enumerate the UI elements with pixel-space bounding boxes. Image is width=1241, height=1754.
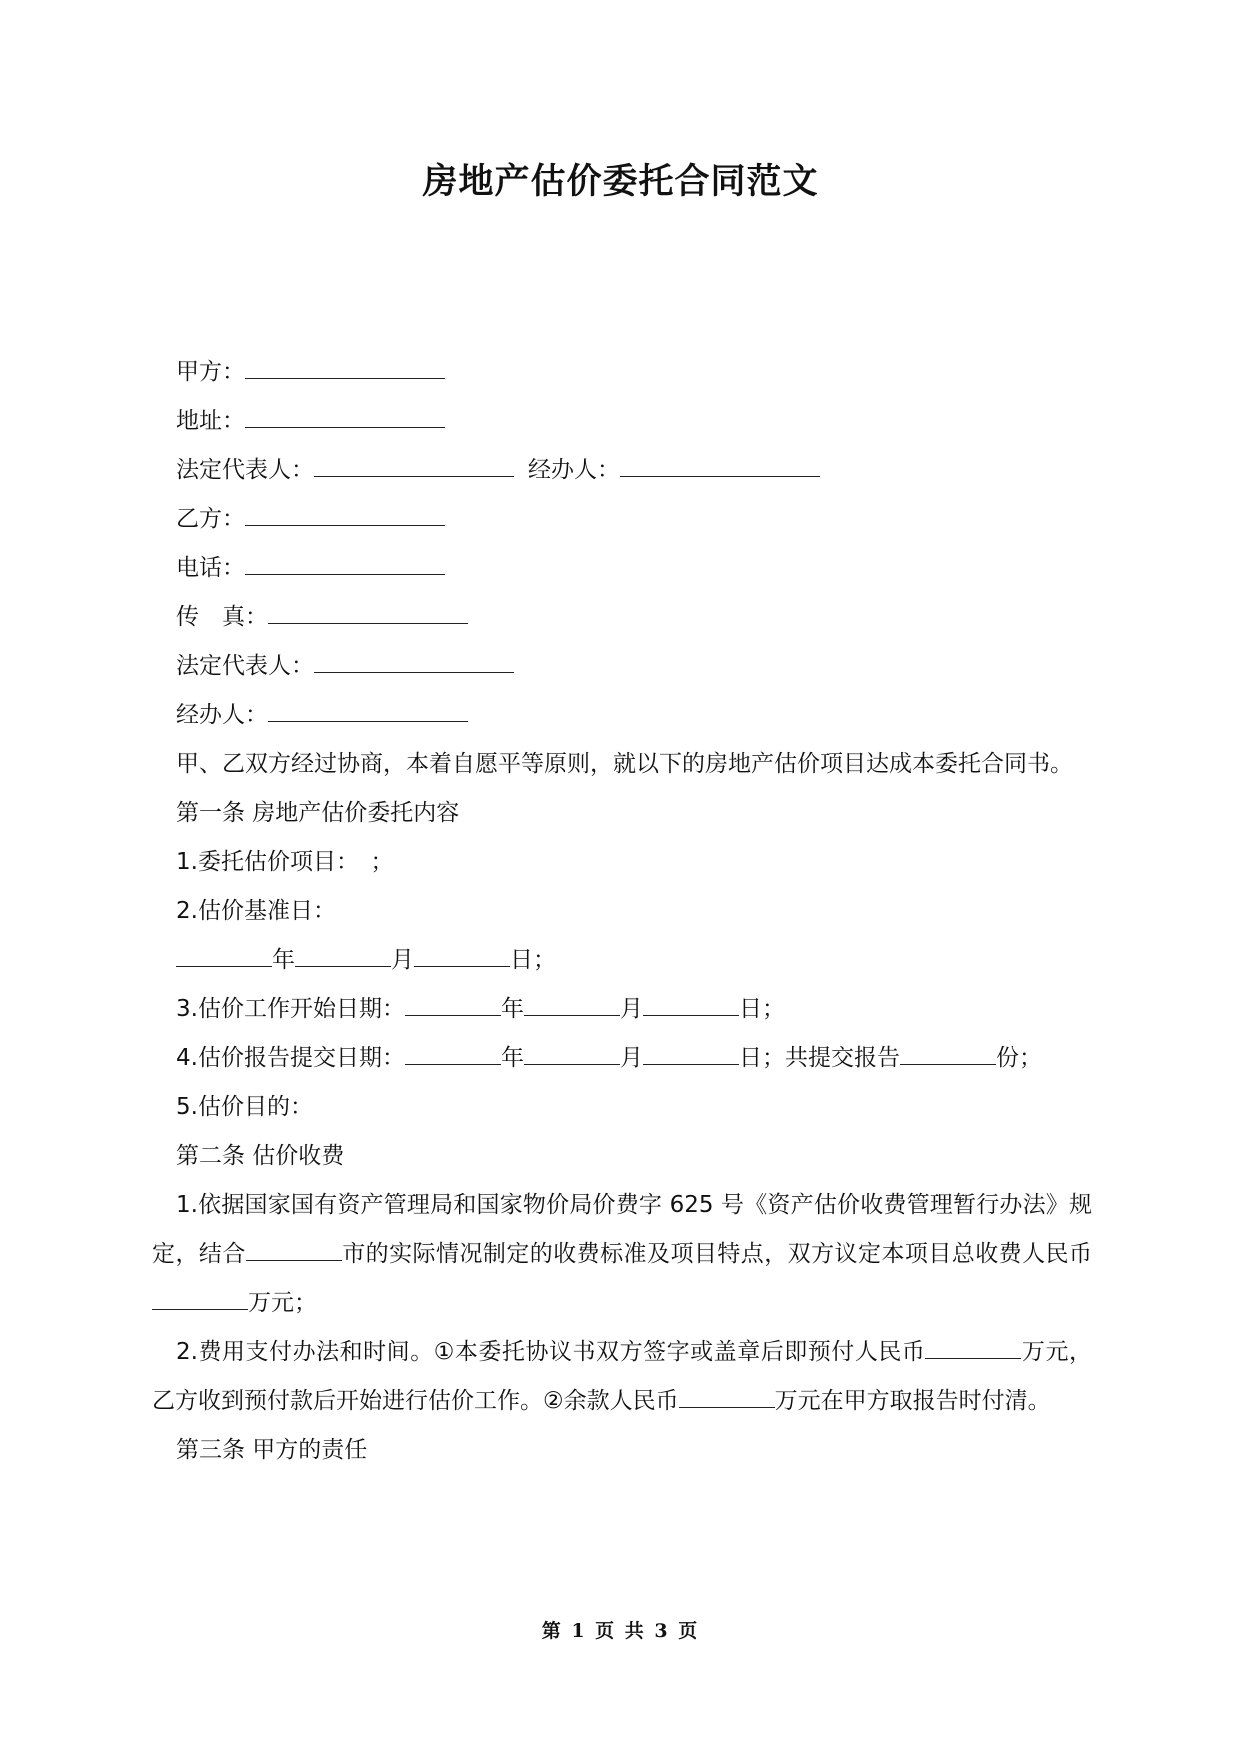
fax-blank (268, 601, 468, 624)
start-day-blank (643, 993, 739, 1016)
submit-date-label: 4.估价报告提交日期： (176, 1045, 405, 1071)
fee-standard-text: 市的实际情况制定的收费标准及项目特点，双方议定本项目总收费人民币 (341, 1241, 1093, 1267)
party-b-agent-label: 经办人： (176, 702, 268, 728)
party-a-agent-blank (620, 454, 820, 477)
party-a-legal-rep-blank (314, 454, 514, 477)
day-label: 日； (738, 996, 785, 1022)
month-label: 月 (619, 1045, 643, 1071)
month-label: 月 (619, 996, 643, 1022)
address-blank (245, 405, 445, 428)
party-a-blank (245, 356, 445, 379)
article-1-item-3 (152, 985, 1092, 1034)
article-2-heading: 第二条 估价收费 (176, 1143, 345, 1169)
party-a-line (152, 348, 1092, 397)
year-label: 年 (272, 947, 295, 973)
address-label: 地址： (176, 408, 245, 434)
phone-line (152, 544, 1092, 593)
base-day-blank (414, 944, 510, 967)
total-fee-unit: 万元； (248, 1290, 317, 1316)
phone-blank (245, 552, 445, 575)
fee-basis-text: 1.依据国家国有资产管理局和国家物价局价费字 625 号《资产估价收费管理暂行办法》规定，结合 (152, 1192, 1092, 1267)
article-1-item-1: 1.委托估价项目： ； (176, 849, 394, 875)
article-2-paragraph-2 (152, 1328, 1092, 1426)
payment-method-text: 2.费用支付办法和时间。①本委托协议书双方签字或盖章后即预付人民币 (176, 1339, 926, 1365)
party-a-label: 甲方： (176, 359, 245, 385)
start-month-blank (524, 993, 620, 1016)
party-b-legal-rep-label: 法定代表人： (176, 653, 314, 679)
party-b-agent-line (152, 691, 1092, 740)
party-b-label: 乙方： (176, 506, 245, 532)
base-year-blank (176, 944, 272, 967)
party-b-agent-blank (268, 699, 468, 722)
party-b-line (152, 495, 1092, 544)
party-a-legal-rep-label: 法定代表人： (176, 457, 314, 483)
base-date-line (152, 936, 1092, 985)
document-title: 房地产估价委托合同范文 (422, 162, 819, 202)
balance-text: 万元在甲方取报告时付清。 (774, 1388, 1051, 1414)
year-label: 年 (500, 996, 524, 1022)
party-b-legal-rep-blank (314, 650, 514, 673)
submit-day-blank (643, 1042, 739, 1065)
total-fee-blank (152, 1287, 248, 1310)
address-line (152, 397, 1092, 446)
year-label: 年 (500, 1045, 524, 1071)
fax-line (152, 593, 1092, 642)
start-year-blank (405, 993, 501, 1016)
party-a-agent-label: 经办人： (528, 457, 620, 483)
document-body (152, 348, 1092, 1475)
base-month-blank (295, 944, 391, 967)
prepayment-blank (925, 1336, 1021, 1359)
fax-label: 传 真： (176, 604, 268, 630)
article-1-item-5: 5.估价目的： (176, 1094, 313, 1120)
page-number: 第 1 页 共 3 页 (541, 1620, 700, 1642)
party-a-rep-line (152, 446, 1092, 495)
article-1-item-4 (152, 1034, 1092, 1083)
report-count-blank (900, 1042, 996, 1065)
submit-year-blank (405, 1042, 501, 1065)
balance-blank (679, 1385, 775, 1408)
article-2-paragraph-1 (152, 1181, 1092, 1328)
party-b-blank (245, 503, 445, 526)
copies-label: 份； (995, 1045, 1042, 1071)
prepayment-text: 万元，乙方收到预付款后开始进行估价工作。②余款人民币 (152, 1339, 1092, 1414)
article-1-item-2: 2.估价基准日： (176, 898, 336, 924)
phone-label: 电话： (176, 555, 245, 581)
intro-paragraph: 甲、乙双方经过协商，本着自愿平等原则，就以下的房地产估价项目达成本委托合同书。 (176, 751, 1073, 777)
article-1-heading: 第一条 房地产估价委托内容 (176, 800, 460, 826)
day-label: 日； (510, 947, 556, 973)
report-count-label: 日；共提交报告 (738, 1045, 900, 1071)
month-label: 月 (391, 947, 414, 973)
article-3-heading: 第三条 甲方的责任 (176, 1437, 368, 1463)
start-date-label: 3.估价工作开始日期： (176, 996, 405, 1022)
submit-month-blank (524, 1042, 620, 1065)
party-b-rep-line (152, 642, 1092, 691)
city-blank (246, 1238, 342, 1261)
